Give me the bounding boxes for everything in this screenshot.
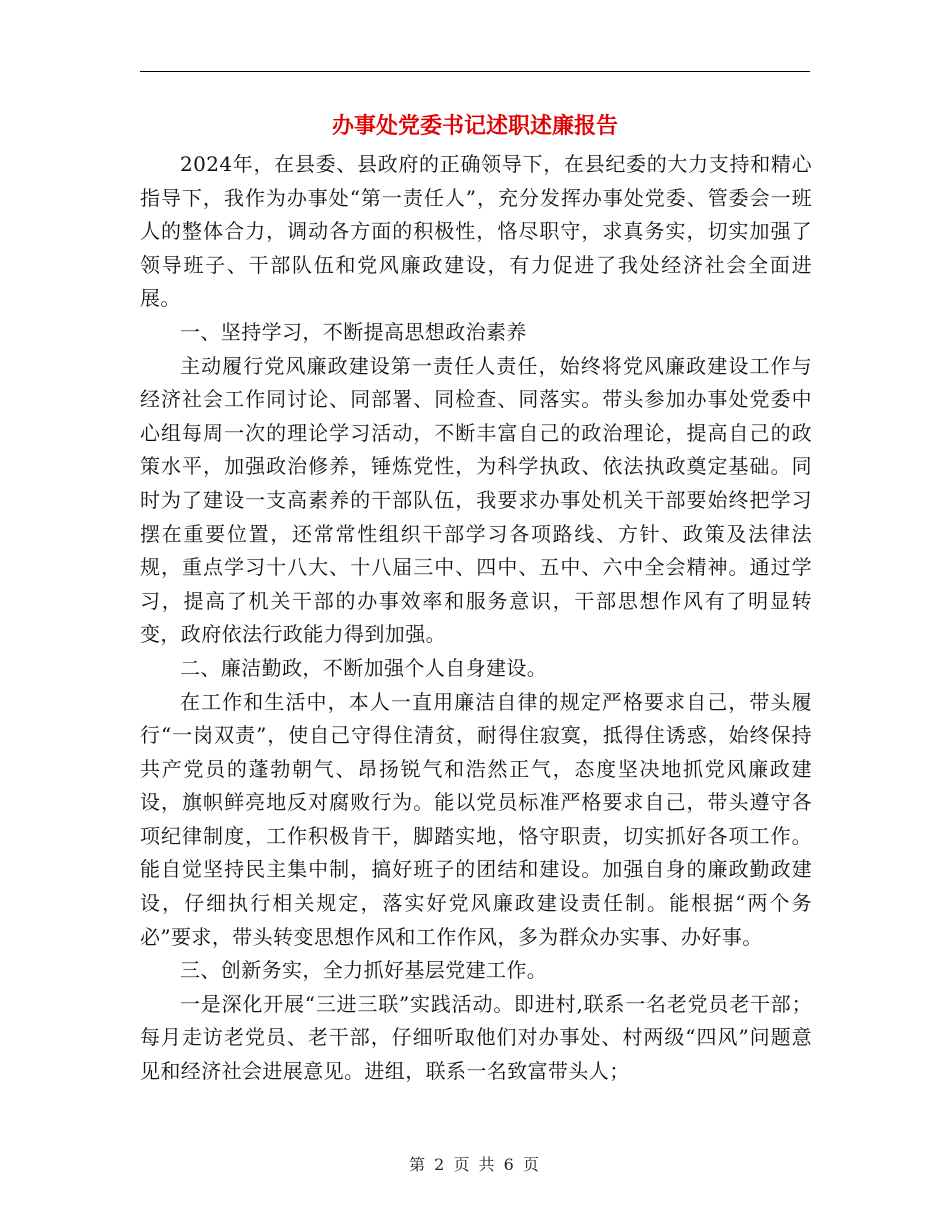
section-3-paragraph: 一是深化开展“三进三联”实践活动。即进村,联系一名老党员老干部；每月走访老党员、老干部，仔细听取他们对办事处、村两级“四风”问题意见和经济社会进展意见。进组，联系一名致富带头人； [140,991,812,1084]
section-heading-2: 二、廉洁勤政，不断加强个人自身建设。 [180,655,548,680]
document-title: 办事处党委书记述职述廉报告 [331,113,618,139]
intro-paragraph: 2024年，在县委、县政府的正确领导下，在县纪委的大力支持和精心指导下，我作为办事处“第一责任人”，充分发挥办事处党委、管委会一班人的整体合力，调动各方面的积极性，恪尽职守，求真务实，切实加强了领导班子、干部队伍和党风廉政建设，有力促进了我处经济社会全面进展。 [140,152,812,311]
section-heading-1: 一、坚持学习，不断提高思想政治素养 [180,319,527,344]
header-rule [140,71,810,72]
document-body [140,148,812,1089]
section-heading-3: 三、创新务实，全力抓好基层党建工作。 [180,958,548,983]
section-1-paragraph: 主动履行党风廉政建设第一责任人责任，始终将党风廉政建设工作与经济社会工作同讨论、同部署、同检查、同落实。带头参加办事处党委中心组每周一次的理论学习活动，不断丰富自己的政治理论，提高自己的政策水平，加强政治修养，锤炼党性，为科学执政、依法执政奠定基础。同时为了建设一支高素养的干部队伍，我要求办事处机关干部要始终把学习摆在重要位置，还常常性组织干部学习各项路线、方针、政策及法律法规，重点学习十八大、十八届三中、四中、五中、六中全会精神。通过学习，提高了机关干部的办事效率和服务意识，干部思想作风有了明显转变，政府依法行政能力得到加强。 [140,353,812,647]
section-2-paragraph: 在工作和生活中，本人一直用廉洁自律的规定严格要求自己，带头履行“一岗双责”，使自己守得住清贫，耐得住寂寞，抵得住诱惑，始终保持共产党员的蓬勃朝气、昂扬锐气和浩然正气，态度坚决地抓党风廉政建设，旗帜鲜亮地反对腐败行为。能以党员标准严格要求自己，带头遵守各项纪律制度，工作积极肯干，脚踏实地，恪守职责，切实抓好各项工作。能自觉坚持民主集中制，搞好班子的团结和建设。加强自身的廉政勤政建设，仔细执行相关规定，落实好党风廉政建设责任制。能根据“两个务必”要求，带头转变思想作风和工作作风，多为群众办实事、办好事。 [140,689,812,949]
page-number-footer: 第 2 页 共 6 页 [409,1155,541,1174]
